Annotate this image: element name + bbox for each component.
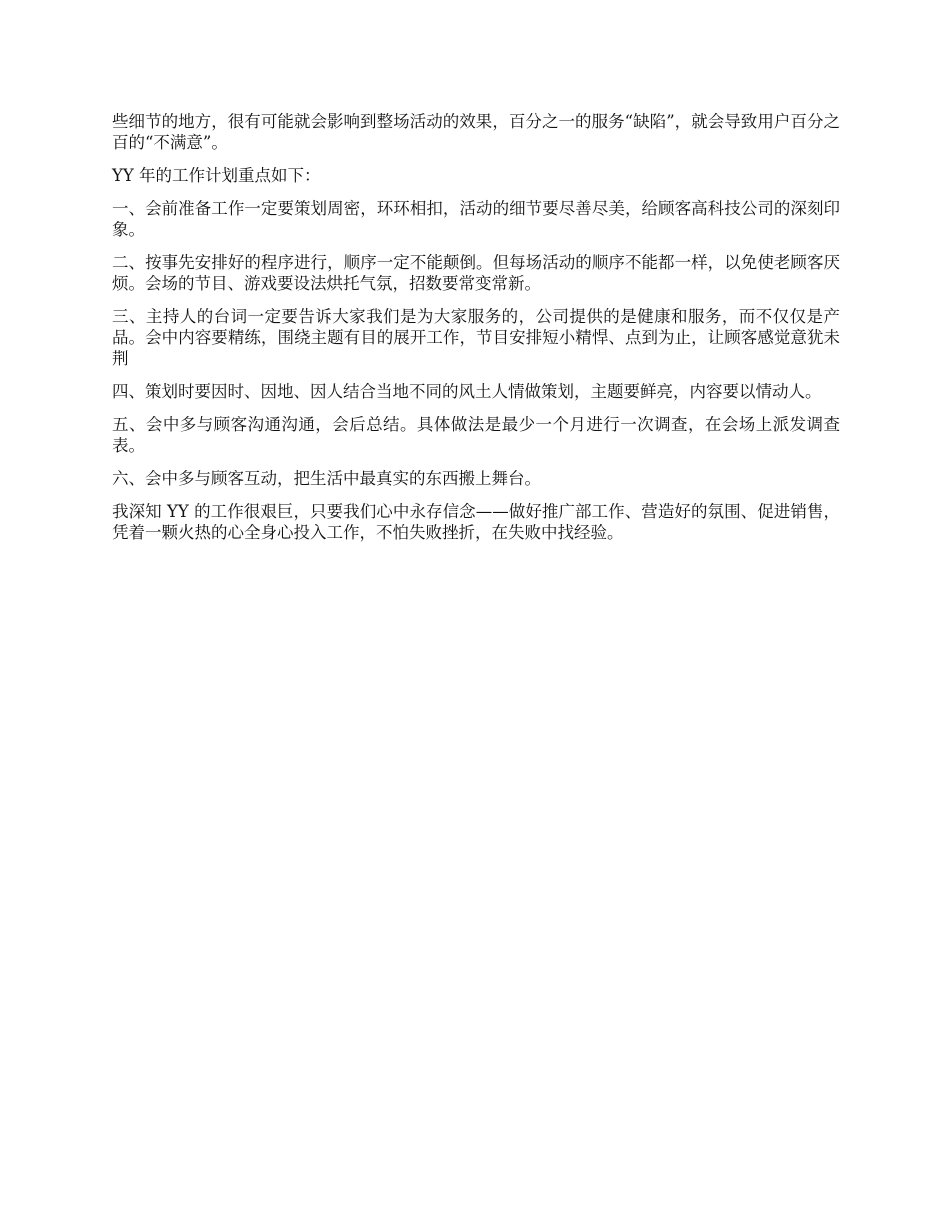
paragraph-item-3: 三、主持人的台词一定要告诉大家我们是为大家服务的，公司提供的是健康和服务，而不仅仅是产品。会中内容要精练，围绕主题有目的展开工作，节目安排短小精悍、点到为止，让顾客感觉意犹未荆 — [112, 307, 840, 368]
paragraph-continuation: 些细节的地方，很有可能就会影响到整场活动的效果，百分之一的服务“缺陷”，就会导致用户百分之百的“不满意”。 — [112, 112, 840, 152]
paragraph-item-2: 二、按事先安排好的程序进行，顺序一定不能颠倒。但每场活动的顺序不能都一样，以免使老顾客厌烦。会场的节目、游戏要设法烘托气氛，招数要常变常新。 — [112, 253, 840, 293]
document-body — [112, 111, 840, 555]
paragraph-item-6: 六、会中多与顾客互动，把生活中最真实的东西搬上舞台。 — [112, 469, 541, 488]
paragraph-plan-heading: YY 年的工作计划重点如下： — [112, 166, 321, 185]
paragraph-conclusion: 我深知 YY 的工作很艰巨，只要我们心中永存信念——做好推广部工作、营造好的氛围、促进销售，凭着一颗火热的心全身心投入工作，不怕失败挫折，在失败中找经验。 — [112, 502, 840, 542]
paragraph-item-1: 一、会前准备工作一定要策划周密，环环相扣，活动的细节要尽善尽美，给顾客高科技公司的深刻印象。 — [112, 199, 840, 239]
paragraph-item-4: 四、策划时要因时、因地、因人结合当地不同的风土人情做策划，主题要鲜亮，内容要以情动人。 — [112, 382, 822, 401]
paragraph-item-5: 五、会中多与顾客沟通沟通，会后总结。具体做法是最少一个月进行一次调查，在会场上派发调查表。 — [112, 415, 840, 455]
